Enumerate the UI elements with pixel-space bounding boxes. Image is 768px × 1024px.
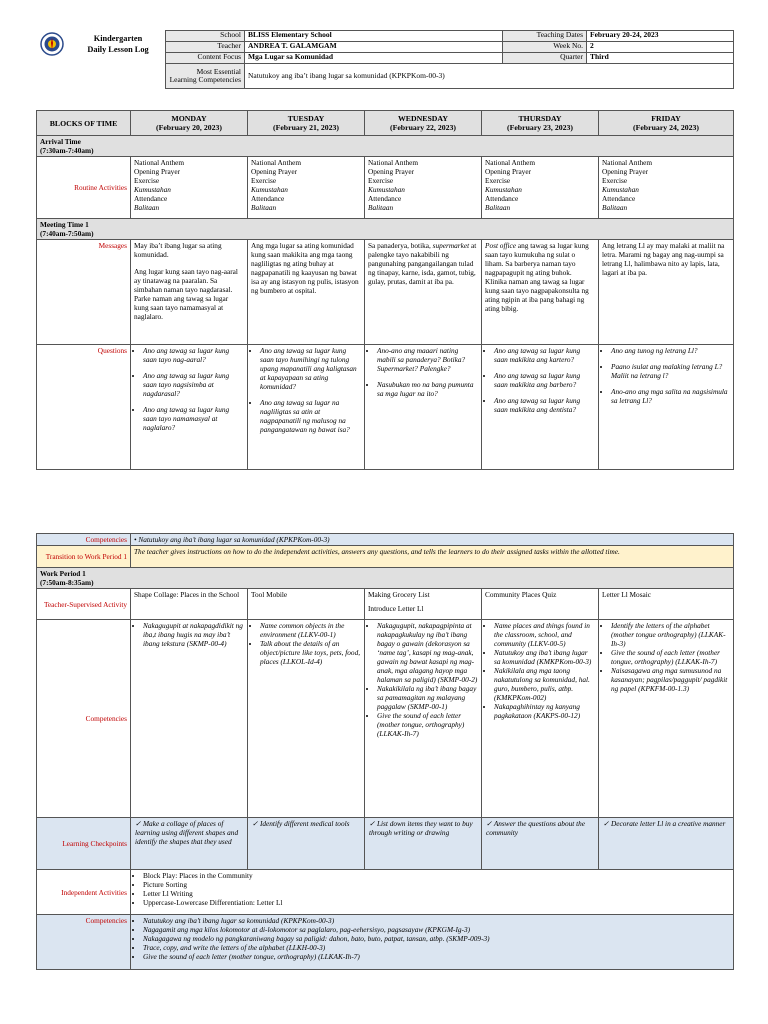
comp-value: • Natutukoy ang iba’t ibang lugar sa komunidad (KPKPKom-00-3)	[131, 534, 734, 546]
checkpoint-fri: ✓ Decorate letter Ll in a creative manner	[599, 818, 734, 870]
melc-value	[245, 64, 734, 89]
checkpoint-tue: ✓ Identify different medical tools	[248, 818, 365, 870]
teacher-value: ANDREA T. GALAMGAM	[245, 42, 503, 53]
messages-mon: May iba’t ibang lugar sa ating komunidad. Ang lugar kung saan tayo nag-aaral ay tinatawag na paaralan. Sa simbahan naman tayo nagdarasal. Parke naman ang tawag sa lugar kung saan tayo namamasyal at naglalaro.	[131, 240, 248, 345]
checkpoints-row	[37, 818, 734, 870]
questions-fri: • Ano ang tunog ng letrang Ll? • Paano isulat ang malaking letrang L? Maliit na letrang l? • Ano-ano ang mga salita na nagsisimula sa letrang Ll?	[599, 345, 734, 470]
tuesday-label: TUESDAY	[287, 114, 325, 123]
wednesday-date: (February 22, 2023)	[389, 123, 457, 132]
independent-list: • Block Play: Places in the Community • Picture Sorting • Letter Ll Writing • Uppercase-Lowercase Differentiation: Letter Ll	[131, 870, 734, 915]
messages-thu: Post office ang tawag sa lugar kung saan tayo kumukuha ng sulat o liham. Sa barberya naman tayo nagpapagupit ng ating buhok. Klinika naman ang tawag sa lugar kung saan tayo nagpapakonsulta ng ating ngipin at iba pang bahagi ng ating bibig.	[482, 240, 599, 345]
thursday-header	[482, 111, 599, 136]
wednesday-header	[365, 111, 482, 136]
messages-wed: Sa panaderya, botika, supermarket at palengke tayo nakabibili ng pangunahing pangangailangan tulad ng tinapay, karne, isda, gamot, tubig, gulay, prutas, damit at iba pa.	[365, 240, 482, 345]
tsa-fri: Letter Ll Mosaic	[599, 589, 734, 620]
ind-comp-label: Competencies	[37, 915, 131, 970]
routine-row	[37, 157, 734, 219]
work-title: Work Period 1	[40, 569, 86, 578]
wednesday-label: WEDNESDAY	[398, 114, 448, 123]
school-label: School	[166, 31, 245, 42]
tsa-thu: Community Places Quiz	[482, 589, 599, 620]
transition-label: Transition to Work Period 1	[37, 546, 131, 568]
schedule-table	[36, 110, 734, 470]
questions-tue: • Ano ang tawag sa lugar kung saan tayo humihingi ng tulong upang mapanatili ang kaligtasan at kapayapaan sa ating komunidad? • Ano ang tawag sa lugar na nagliligtas sa atin at nagpapanatili ng malusog na pangangatawan ng bawat isa?	[248, 345, 365, 470]
work-comp-mon: • Nakagugupit at nakapagdidikit ng iba,t ibang hugis na may iba’t ibang tekstura (SKMP-00-4)	[131, 620, 248, 818]
checkpoint-wed: ✓ List down items they want to buy through writing or drawing	[365, 818, 482, 870]
meeting-row	[37, 219, 734, 240]
tsa-tue: Tool Mobile	[248, 589, 365, 620]
check-icon: ✓	[369, 819, 377, 828]
meeting-title: Meeting Time 1	[40, 220, 89, 229]
transition-value: The teacher gives instructions on how to do the independent activities, answers any questions, and tells the learners to do their assigned tasks within the allotted time.	[131, 546, 734, 568]
independent-row	[37, 870, 734, 915]
questions-row	[37, 345, 734, 470]
header-table	[165, 30, 734, 89]
title-grade: Kindergarten	[93, 34, 143, 43]
melc-label: Most Essential Learning Competencies	[166, 64, 245, 89]
melc-text: Natutukoy ang iba’t ibang lugar sa komunidad (KPKPKom-00-3)	[248, 70, 445, 80]
arrival-time: (7:30am-7:40am)	[40, 146, 94, 155]
work-comp-label: Competencies	[37, 620, 131, 818]
comp-text: Natutukoy ang iba’t ibang lugar sa komunidad (KPKPKom-00-3)	[138, 535, 330, 544]
comp-label: Competencies	[37, 534, 131, 546]
routine-fri: National Anthem Opening Prayer Exercise Kumustahan Attendance Balitaan	[599, 157, 734, 219]
blocks-header: BLOCKS OF TIME	[37, 111, 131, 136]
week-label: Week No.	[503, 42, 587, 53]
work-period-row	[37, 568, 734, 589]
quarter-value: Third	[587, 53, 734, 64]
quarter-label: Quarter	[503, 53, 587, 64]
tsa-wed: Making Grocery List Introduce Letter Ll	[365, 589, 482, 620]
focus-label: Content Focus	[166, 53, 245, 64]
messages-row	[37, 240, 734, 345]
friday-header	[599, 111, 734, 136]
thursday-label: THURSDAY	[518, 114, 562, 123]
check-icon: ✓	[486, 819, 494, 828]
week-value: 2	[587, 42, 734, 53]
independent-label: Independent Activities	[37, 870, 131, 915]
routine-mon: National Anthem Opening Prayer Exercise Kumustahan Attendance Balitaan	[131, 157, 248, 219]
work-comp-thu: • Name places and things found in the classroom, school, and community (LLKV-00-5) • Natutukoy ang iba’t ibang lugar sa komunidad (KMKPKom-00-3) • Nakikilala ang mga taong nakatutulong sa komunidad, hal. guro, bumbero, pulis, atbp. (KMKPKom-002) • Nakapaghihintay ng kanyang pagkakataon (KAKPS-00-12)	[482, 620, 599, 818]
work-time: (7:50am-8:35am)	[40, 578, 94, 587]
work-competencies-row	[37, 620, 734, 818]
deped-seal-icon	[40, 32, 64, 56]
log-title	[78, 33, 158, 55]
focus-value: Mga Lugar sa Komunidad	[245, 53, 503, 64]
messages-fri: Ang letrang Ll ay may malaki at maliit na letra. Marami ng bagay ang nag-uumpi sa letrang Ll, halimbawa nito ay lapis, lata, lagari at iba pa.	[599, 240, 734, 345]
routine-wed: National Anthem Opening Prayer Exercise Kumustahan Attendance Balitaan	[365, 157, 482, 219]
messages-label: Messages	[37, 240, 131, 345]
questions-mon: • Ano ang tawag sa lugar kung saan tayo nag-aaral? • Ano ang tawag sa lugar kung saan tayo nagsisimba at nagdarasal? • Ano ang tawag sa lugar kung saan tayo namamasyal at naglalaro?	[131, 345, 248, 470]
questions-thu: • Ano ang tawag sa lugar kung saan makikita ang kartero? • Ano ang tawag sa lugar kung saan makikita ang barbero? • Ano ang tawag sa lugar kung saan makikita ang dentista?	[482, 345, 599, 470]
check-icon: ✓	[252, 819, 260, 828]
title-log: Daily Lesson Log	[87, 45, 149, 54]
tuesday-header	[248, 111, 365, 136]
work-comp-wed: • Nakagugupit, nakapagpipinta at nakapagkukulay ng iba’t ibang bagay o gawain (dekorasyon sa ‘name tag’, kasapi ng mag-anak, gawain ng bawat kasapi ng mag-anak, mga alagang hayop mga halaman sa paligid) (SKMP-00-2) • Nakakikilala ng iba’t ibang bagay sa pamamagitan ng malayang paggalaw (SKMP-00-1) • Give the sound of each letter (mother tongue, orthography) (LLKAK-Ih-7)	[365, 620, 482, 818]
tuesday-date: (February 21, 2023)	[272, 123, 340, 132]
friday-date: (February 24, 2023)	[632, 123, 700, 132]
ind-comp-list: • Natutukoy ang iba’t ibang lugar sa komunidad (KPKPKom-00-3) • Nagagamit ang mga kilos lokomotor at di-lokomotor sa paglalaro, pag-eehersisyo, pagsasayaw (KPKGM-Ig-3) • Nakagagawa ng modelo ng pangkaraniwang bagay sa paligid: dahon, bato, buto, patpat, tansan, atbp. (SKMP-009-3) • Trace, copy, and write the letters of the alphabet (LLKH-00-3) • Give the sound of each letter (mother tongue, orthography) (LLKAK-Ih-7)	[131, 915, 734, 970]
school-value: BLISS Elementary School	[245, 31, 503, 42]
work-period-table	[36, 533, 734, 970]
work-comp-tue: • Name common objects in the environment (LLKV-00-1) • Talk about the details of an object/picture like toys, pets, food, places (LLKOL-Id-4)	[248, 620, 365, 818]
monday-header	[131, 111, 248, 136]
tsa-row	[37, 589, 734, 620]
routine-tue: National Anthem Opening Prayer Exercise Kumustahan Attendance Balitaan	[248, 157, 365, 219]
independent-competencies-row	[37, 915, 734, 970]
thursday-date: (February 23, 2023)	[506, 123, 574, 132]
work-comp-fri: • Identify the letters of the alphabet (mother tongue orthography) (LLKAK-Ih-3) • Give the sound of each letter (mother tongue, orthography) (LLKAK-Ih-7) • Naisasagawa ang mga sumusunod na kasanayan; pagpilas/paggupit/ pagdikit ng papel (KPKFM-00-1.3)	[599, 620, 734, 818]
monday-label: MONDAY	[171, 114, 207, 123]
check-icon: ✓	[135, 819, 143, 828]
checkpoint-mon: ✓ Make a collage of places of learning using different shapes and identify the shapes that they used	[131, 818, 248, 870]
dates-value: February 20-24, 2023	[587, 31, 734, 42]
questions-label: Questions	[37, 345, 131, 470]
meeting-time: (7:40am-7:50am)	[40, 229, 94, 238]
monday-date: (February 20, 2023)	[155, 123, 223, 132]
friday-label: FRIDAY	[651, 114, 681, 123]
tsa-mon: Shape Collage: Places in the School	[131, 589, 248, 620]
messages-tue: Ang mga lugar sa ating komunidad kung saan makikita ang mga taong nagliligtas ng ating buhay at nagpapanatili ng kaayusan ng bawat isa ay ang istasyon ng pulis, istasyon ng bumbero at ospital.	[248, 240, 365, 345]
routine-thu: National Anthem Opening Prayer Exercise Kumustahan Attendance Balitaan	[482, 157, 599, 219]
tsa-label: Teacher-Supervised Activity	[37, 589, 131, 620]
dates-label: Teaching Dates	[503, 31, 587, 42]
checkpoints-label: Learning Checkpoints	[37, 818, 131, 870]
check-icon: ✓	[603, 819, 611, 828]
arrival-row	[37, 136, 734, 157]
arrival-title: Arrival Time	[40, 137, 81, 146]
routine-label: Routine Activities	[37, 157, 131, 219]
checkpoint-thu: ✓ Answer the questions about the community	[482, 818, 599, 870]
teacher-label: Teacher	[166, 42, 245, 53]
questions-wed: • Ano-ano ang maaari nating mabili sa panaderya? Botika? Supermarket? Palengke? • Nasubukan mo na bang pumunta sa mga lugar na ito?	[365, 345, 482, 470]
